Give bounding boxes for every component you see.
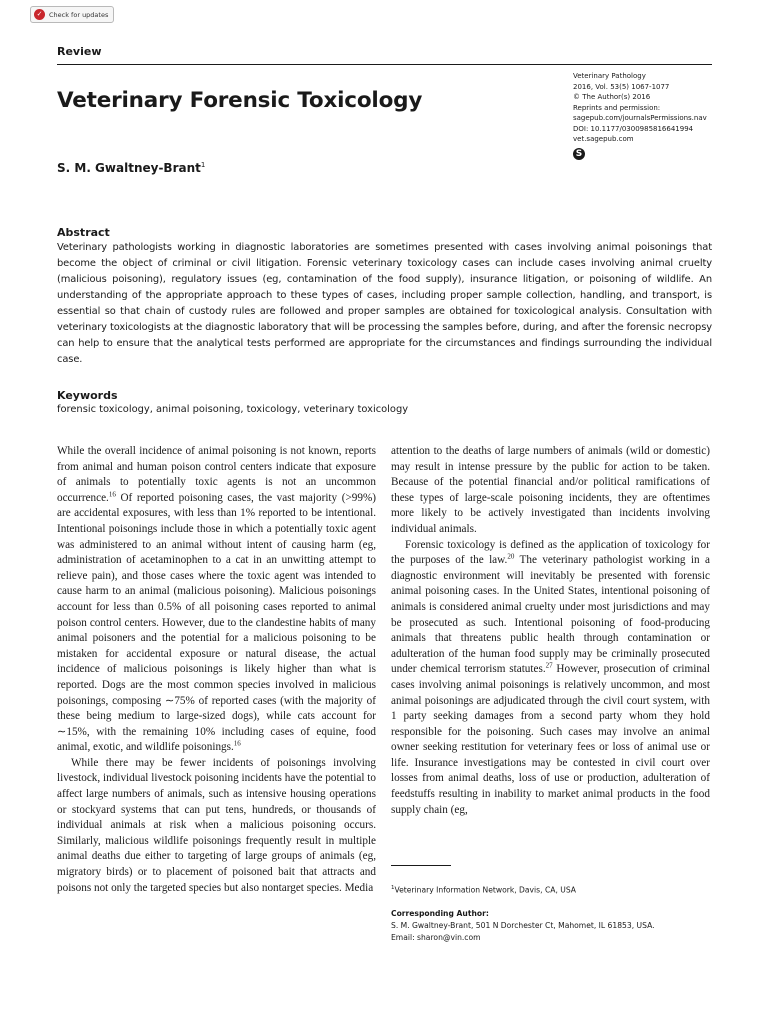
body-paragraph: While there may be fewer incidents of poisonings involving livestock, individual livestock poisoning incidents have the potential to affect large numbers of animals, such as intensive housing operations or stockyard systems that can put tens, hundreds, or thousands of individual animals at risk when a malicious poisoning occurs. Similarly, malicious wildlife poisonings frequently result in multiple animal deaths due either to targeting of large groups of animals (eg, migratory birds) or to placement of poisoned bait that attracts and poisons not only the targeted species but also nontarget species. Media bbox=[57, 756, 376, 894]
affiliation-sup: 1 bbox=[391, 885, 395, 891]
author-affiliation-sup: 1 bbox=[200, 161, 206, 169]
author-name: S. M. Gwaltney-Brant bbox=[57, 161, 201, 175]
check-for-updates-badge[interactable] bbox=[30, 6, 114, 23]
corresponding-author-email[interactable]: Email: sharon@vin.com bbox=[391, 932, 481, 942]
header-divider bbox=[57, 64, 712, 65]
citation-ref[interactable]: 16 bbox=[108, 490, 116, 499]
doi[interactable]: DOI: 10.1177/0300985816641994 bbox=[573, 124, 694, 133]
section-label: Review bbox=[57, 45, 102, 58]
abstract-text: Veterinary pathologists working in diagnostic laboratories are sometimes presented with cases involving animal poisonings that become the object of criminal or civil litigation. Forensic veterinary toxicology cases can include cases involving animal cruelty (malicious poisoning), regulatory issues (eg, contamination of the food supply), insurance litigation, or poisoning of wildlife. An understanding of the appropriate approach to these types of cases, including proper sample collection, handling, and transport, is essential so that chain of custody rules are followed and proper samples are obtained for toxicological analysis. Consultation with veterinary toxicologists at the diagnostic laboratory that will be processing the samples before, during, and after the forensic necropsy can help to ensure that the analytical tests performed are appropriate for the circumstances and findings surrounding the individual case. bbox=[57, 242, 712, 365]
journal-citation: 2016, Vol. 53(5) 1067-1077 bbox=[573, 82, 670, 91]
body-column-left bbox=[57, 444, 376, 896]
check-updates-label: Check for updates bbox=[49, 10, 109, 19]
citation-ref[interactable]: 27 bbox=[545, 661, 553, 670]
journal-name: Veterinary Pathology bbox=[573, 72, 646, 80]
body-text: Forensic toxicology is defined as the application of toxicology for the purposes of the law. bbox=[391, 538, 710, 567]
footnotes bbox=[391, 882, 711, 944]
corresponding-author-heading: Corresponding Author: bbox=[391, 908, 489, 918]
body-paragraph bbox=[391, 538, 710, 819]
reprints-label: Reprints and permission: bbox=[573, 103, 661, 112]
body-column-right bbox=[391, 444, 710, 818]
keywords-heading: Keywords bbox=[57, 389, 118, 402]
affiliation-footnote bbox=[391, 882, 711, 897]
body-text: The veterinary pathologist working in a diagnostic environment will inevitably be presented with forensic animal poisoning cases. In the United States, intentional poisoning of animals is considered animal cruelty under most jurisdictions and may be prosecuted as such. Intentional poisoning of food-producing animals that threatens public health through contamination or adulteration of the human food supply may be criminally prosecuted under chemical terrorism statutes. bbox=[391, 554, 711, 676]
journal-meta bbox=[573, 71, 723, 160]
citation-ref[interactable]: 20 bbox=[507, 552, 515, 561]
reprints-link[interactable]: sagepub.com/journalsPermissions.nav bbox=[573, 114, 707, 122]
keywords-text: forensic toxicology, animal poisoning, toxicology, veterinary toxicology bbox=[57, 404, 409, 415]
footnote-divider bbox=[391, 865, 451, 866]
journal-site-link[interactable]: vet.sagepub.com bbox=[573, 135, 634, 143]
body-text: Of reported poisoning cases, the vast majority (>99%) are accidental exposures, with less than 1% reported to be intentional. Intentional poisonings include those in which a potentially toxic agent was administered to an animal without intent of causing harm (eg, administration of acetaminophen to a cat in an unwitting attempt to relieve pain), and those cases where the toxic agent was intended to cause harm to an animal (malicious poisoning). Malicious poisonings account for less than 0.5% of all poisoning cases reported to animal poison control centers. However, due to the clandestine habits of many animal poisoners and the potential for a malicious poisoning to be mistaken for accidental exposure or natural disease, the actual incidence of malicious poisonings is likely higher than what is reported. Dogs are the most common species involved in malicious poisonings, composing ∼75% of reported cases (with the majority of these being medium to large-sized dogs), while cats account for ∼15%, with the remaining 10% including cases of equine, food animal, exotic, and wildlife poisonings. bbox=[57, 491, 376, 754]
body-paragraph bbox=[57, 444, 376, 756]
corresponding-author-address: S. M. Gwaltney-Brant, 501 N Dorchester Ct, Mahomet, IL 61853, USA. bbox=[391, 920, 655, 930]
check-updates-icon: ✓ bbox=[34, 9, 45, 20]
copyright: © The Author(s) 2016 bbox=[573, 93, 651, 101]
author-line bbox=[57, 161, 205, 175]
sage-logo-icon: S bbox=[573, 148, 585, 160]
abstract-heading: Abstract bbox=[57, 226, 110, 239]
affiliation-text: Veterinary Information Network, Davis, CA, USA bbox=[394, 885, 576, 895]
citation-ref[interactable]: 16 bbox=[233, 739, 241, 748]
body-paragraph: attention to the deaths of large numbers of animals (wild or domestic) may result in intense pressure by the public for action to be taken. Because of the potential financial and/or political ramifications of these types of large-scale poisoning incidents, they are oftentimes more likely to be actively investigated than incidents involving individual animals. bbox=[391, 445, 710, 535]
body-text: However, prosecution of criminal cases involving animal poisonings is relatively uncommon, and most animal poisonings are adjudicated through the civil court system, with 1 party seeking damages from a second party whom they hold responsible for the poisoning. Such cases may involve an animal owner seeking restitution for veterinary fees or loss of animal use or life. Insurance investigations may be contested in civil court over losses from animal deaths, loss of use or production, adulteration of feedstuffs resulting in inability to market animal products in the food supply chain (eg, bbox=[391, 663, 710, 816]
body-text: While the overall incidence of animal poisoning is not known, reports from animal and human poison control centers indicate that exposure of animals to potentially toxic agents is not an uncommon occurrence. bbox=[57, 445, 376, 504]
article-title: Veterinary Forensic Toxicology bbox=[57, 88, 423, 113]
